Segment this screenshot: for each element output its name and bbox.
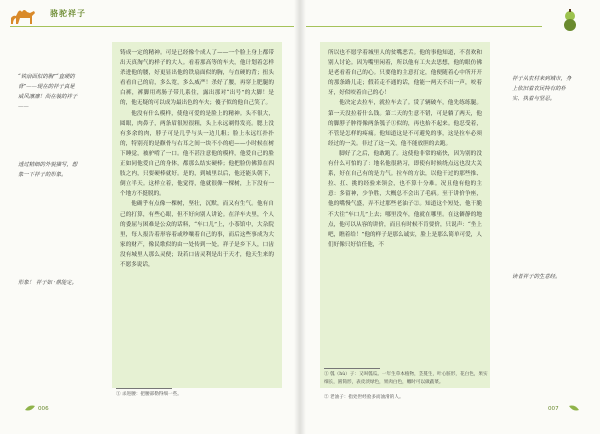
header-rule xyxy=(306,26,542,27)
gourd-decoration-icon xyxy=(548,8,592,32)
footnote-rule xyxy=(116,388,172,389)
camel-icon xyxy=(8,4,48,28)
footnote: ② 老油子：指处世经验多而油滑的人。 xyxy=(324,395,404,400)
main-text-box xyxy=(320,42,490,388)
side-note: 读者祥子的生意经。 xyxy=(512,274,561,280)
footnote-rule xyxy=(324,368,380,369)
footnote: ① 杀进腰：把腰部勒得细一些。 xyxy=(116,392,182,397)
page-number: 006 xyxy=(38,406,49,412)
side-note: “铁扇面似的胸”“直硬的背”——现在的祥子真是威风凛凛！尚在装的祥子—— xyxy=(18,74,78,110)
paragraph: 他没有什么模样，使他可爱的是脸上的精神。头不很大，圆眼，肉鼻子，两条眉很短很粗，头上永远剃得发亮。腮上没有多余的肉，脖子可是几乎与头一边儿粗；脸上永远红扑扑的，特别亮的是颧骨与右耳之间一块不小的疤——小时候在树下睡觉，被驴啃了一口。他不甚注意他的模样，他爱自己的脸正如同他爱自己的身体，都那么结实硬棒；他把脸仿佛算在四肢之内，只要硬棒就好。是的，到城里以后，他还能头朝下，倒立半天。这样立着，他觉得，他就很像一棵树，上下没有一个地方不挺脱的。 xyxy=(120,110,274,198)
paragraph: 脚好了之后，他敢跑了。这使他非常的痛快，因为别的没有什么可怕的了：地名他很熟习，即使有时候绕点远也没大关系，好在自己有的是力气。拉车的方法，以他干过的那些推、拉、扛、挑的经验来领会，也不算十分难。况且他有他的主意：多留神，少争胜，大概总不会出了毛病。至于讲价争座，他的嘴慢气盛，弄不过那些老油子②。知道这个短处，他干脆不大往“车口儿”上去；哪里没车，他就在哪里。在这僻静的地点，他可以从容的讲价，而且有时候不肯要价，只说声：“坐上吧，瞧着给！”他的样子是那么诚实，脸上是那么简单可爱，人们好像只好信任他，不 xyxy=(328,150,482,248)
paragraph: 他决定去拉车，就拉车去了。赁了辆破车，他先练练腿。第一天没拉着什么钱。第二天的生意不错，可是躺了两天，他的脚脖子肿得像两条瓠子①似的，再也抬不起来。他忍受着，不管是怎样的疼痛。他知道这是不可避免的事，这是拉车必须经过的一关。非过了这一关，他不能放胆的去跑。 xyxy=(328,100,482,147)
paragraph: 铸成一定的精神。可是已经像个成人了——一个脸上身上都带出天真淘气的样子的大人。看着那高等的车夫，他计划着怎样杀进他的腰，好更显出他的铁扇面似的胸，与直硬的背；扭头看看自己的肩，多么宽，多么威严！杀好了腰，再穿上肥腿的白裤，裤脚用鸡肠子带儿系住，露出那对“出号”的大脚！是的，他无疑的可以成为最出色的车夫；傻子似的他自己笑了。 xyxy=(120,50,274,107)
leaf-icon xyxy=(24,404,36,412)
side-note: 透过精细的外貌描写，想象一下祥子的形象。 xyxy=(18,162,78,178)
book-gutter xyxy=(294,0,306,434)
footnote: ① 瓠（hù）子：又叫瓠瓜。一年生草本植物，茎蔓生，叶心脏形，花白色，果实细长，圆筒形，表皮淡绿色，果肉白色，嫩时可以做蔬菜。 xyxy=(324,372,488,385)
book-title: 骆驼祥子 xyxy=(50,8,86,18)
leaf-icon xyxy=(568,404,580,412)
page-number: 007 xyxy=(548,406,559,412)
right-page xyxy=(300,0,600,434)
header-rule xyxy=(10,26,294,27)
side-note: 祥子从农村来到城市，身上依旧着农民特有的朴实、执着与坚忍。 xyxy=(512,76,572,102)
side-note: 形象！ 祥子如 ·鼎能定。 xyxy=(18,280,78,286)
paragraph: 所以也不愿学着城里人的贫嘴恶舌。他的事他知道，不喜欢和别人讨论。因为嘴里闲着，所以他有工夫去思想，他的眼仿佛是老看着自己的心。只要他的主意打定，他便随着心中所开开的那条路儿走；假若走不通的话，他能一两天不出一声，咬着牙，好似咬着自己的心！ xyxy=(328,50,482,97)
main-text-box xyxy=(112,42,282,388)
paragraph: 他确乎有点像一棵树，坚壮，沉默，而又有生气。他有自己的打算，有些心眼，但不好向别人讲论。在洋车夫里，个人的委屈与困难是公众的话料，“车口儿”上，小茶馆中，大杂院里，每人报告着形容着或吵嚷着自己的事，而后这些事成为大家的财产，像民歌似的由一处传到一处。祥子是乡下人，口齿没有城里人那么灵便；设若口齿灵利是出于天才，他天生来的不愿多说话， xyxy=(120,201,274,268)
